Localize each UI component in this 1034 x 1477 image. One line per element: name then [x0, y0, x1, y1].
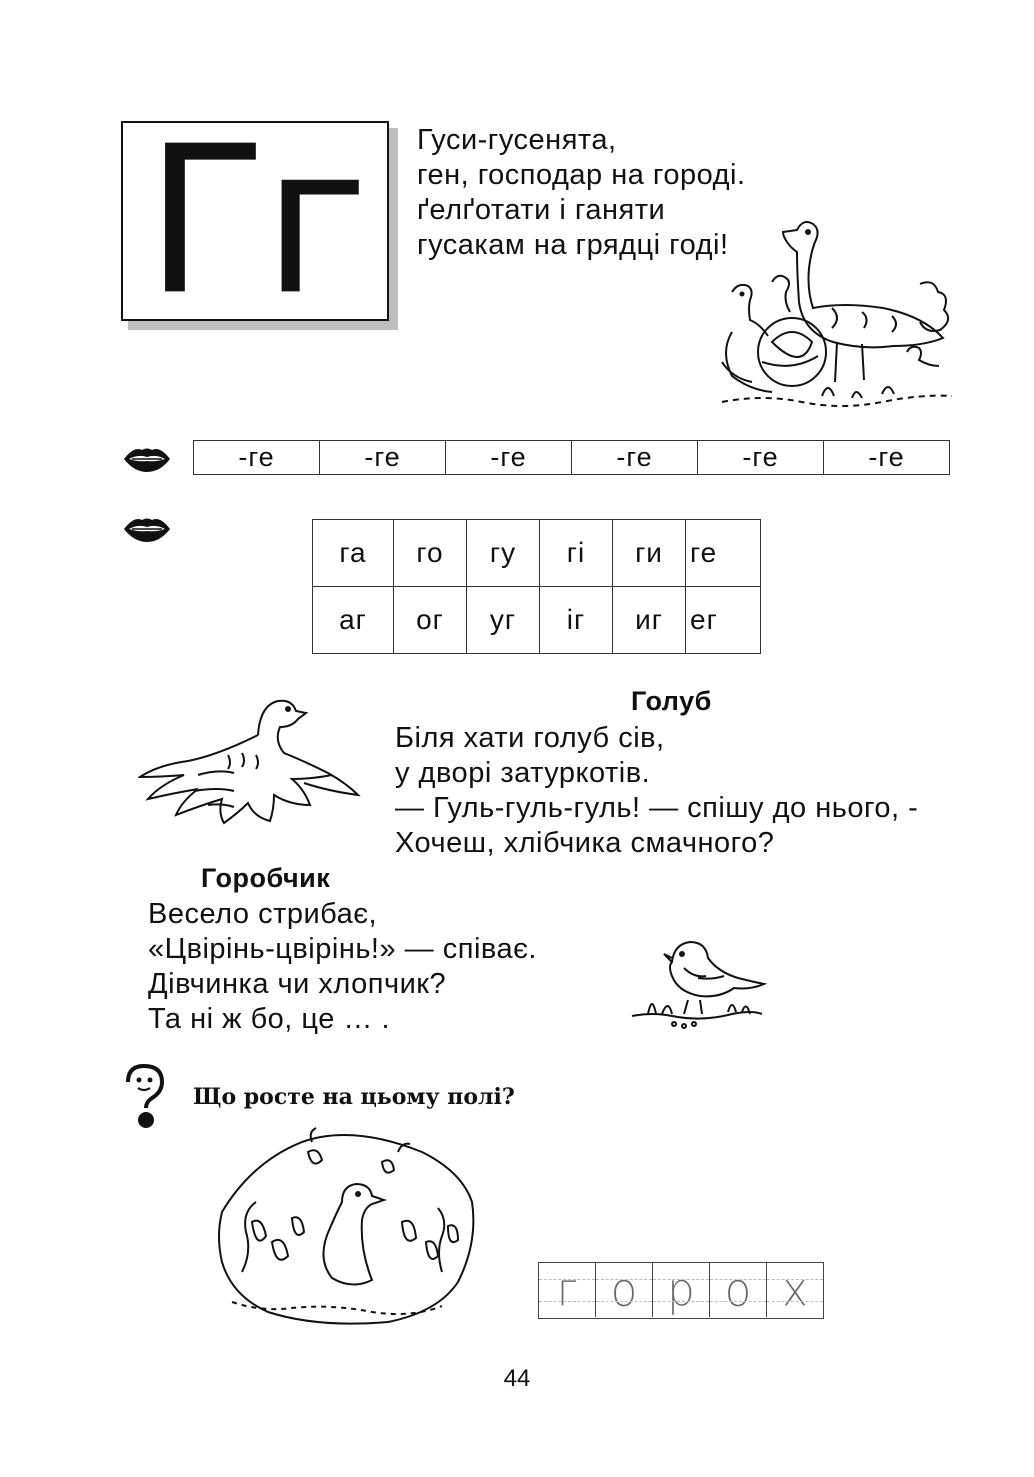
answer-letter-box — [539, 1263, 595, 1317]
answer-letter: р — [667, 1263, 695, 1317]
answer-letter-box — [595, 1263, 652, 1317]
strip-cell: -ге — [823, 441, 949, 474]
poem-geese — [417, 123, 746, 263]
syllable-cell: ог — [394, 587, 467, 654]
poem-line: гусакам на грядці годі! — [417, 229, 729, 261]
answer-letter-box — [652, 1263, 709, 1317]
lips-icon — [122, 444, 172, 474]
answer-letter: о — [610, 1263, 638, 1317]
syllable-cell: иг — [613, 587, 686, 654]
answer-letter: х — [781, 1263, 809, 1317]
poem-title-holub: Голуб — [631, 686, 712, 716]
question-face-icon — [122, 1062, 168, 1130]
strip-cell: -ге — [697, 441, 823, 474]
poem-line: «Цвірінь-цвірінь!» — співає. — [148, 933, 537, 965]
sparrow-illustration — [628, 938, 768, 1038]
poem-line: Дівчинка чи хлопчик? — [148, 968, 447, 1000]
strip-cell: -ге — [238, 442, 275, 472]
table-row — [313, 520, 761, 587]
answer-letter-box — [709, 1263, 766, 1317]
poem-holub — [395, 721, 918, 861]
lips-icon — [122, 514, 172, 544]
poem-line: у дворі затуркотів. — [395, 757, 651, 789]
poem-horobchyk — [148, 897, 537, 1037]
syllable-cell: го — [394, 520, 467, 587]
poem-title-horobchyk: Горобчик — [201, 863, 331, 893]
big-letter: Гг — [145, 102, 365, 341]
syllable-cell: ги — [613, 520, 686, 587]
geese-illustration — [712, 212, 958, 418]
answer-letter-box — [766, 1263, 823, 1317]
syllable-cell: уг — [467, 587, 540, 654]
pea-field-illustration — [212, 1122, 478, 1327]
strip-cell: -ге — [319, 441, 445, 474]
question-text: Що росте на цьому полі? — [193, 1084, 515, 1110]
syllable-cell: ег — [686, 587, 761, 654]
syllable-cell: іг — [540, 587, 613, 654]
strip-cell: -ге — [445, 441, 571, 474]
syllable-grid — [312, 519, 761, 654]
answer-word-boxes — [538, 1262, 824, 1319]
syllable-cell: га — [313, 520, 394, 587]
page-number: 44 — [503, 1365, 531, 1392]
answer-letter: о — [724, 1263, 752, 1317]
poem-line: ген, господар на городі. — [417, 159, 746, 191]
poem-line: ґелґотати і ганяти — [417, 194, 666, 226]
pigeon-illustration — [138, 695, 362, 840]
syllable-cell: гі — [540, 520, 613, 587]
poem-line: Біля хати голуб сів, — [395, 722, 665, 754]
answer-letter: г — [556, 1263, 578, 1317]
syllable-cell: ге — [686, 520, 761, 587]
strip-cell: -ге — [571, 441, 697, 474]
table-row — [313, 587, 761, 654]
poem-line: Гуси-гусенята, — [417, 124, 617, 156]
syllable-cell: аг — [313, 587, 394, 654]
poem-line: Хочеш, хлібчика смачного? — [395, 827, 775, 859]
syllable-strip — [193, 440, 950, 475]
poem-line: Весело стрибає, — [148, 898, 378, 930]
poem-line: Та ні ж бо, це … . — [148, 1003, 391, 1035]
letter-box — [121, 102, 389, 341]
poem-line: — Гуль-гуль-гуль! — спішу до нього, - — [395, 792, 919, 824]
syllable-cell: гу — [467, 520, 540, 587]
